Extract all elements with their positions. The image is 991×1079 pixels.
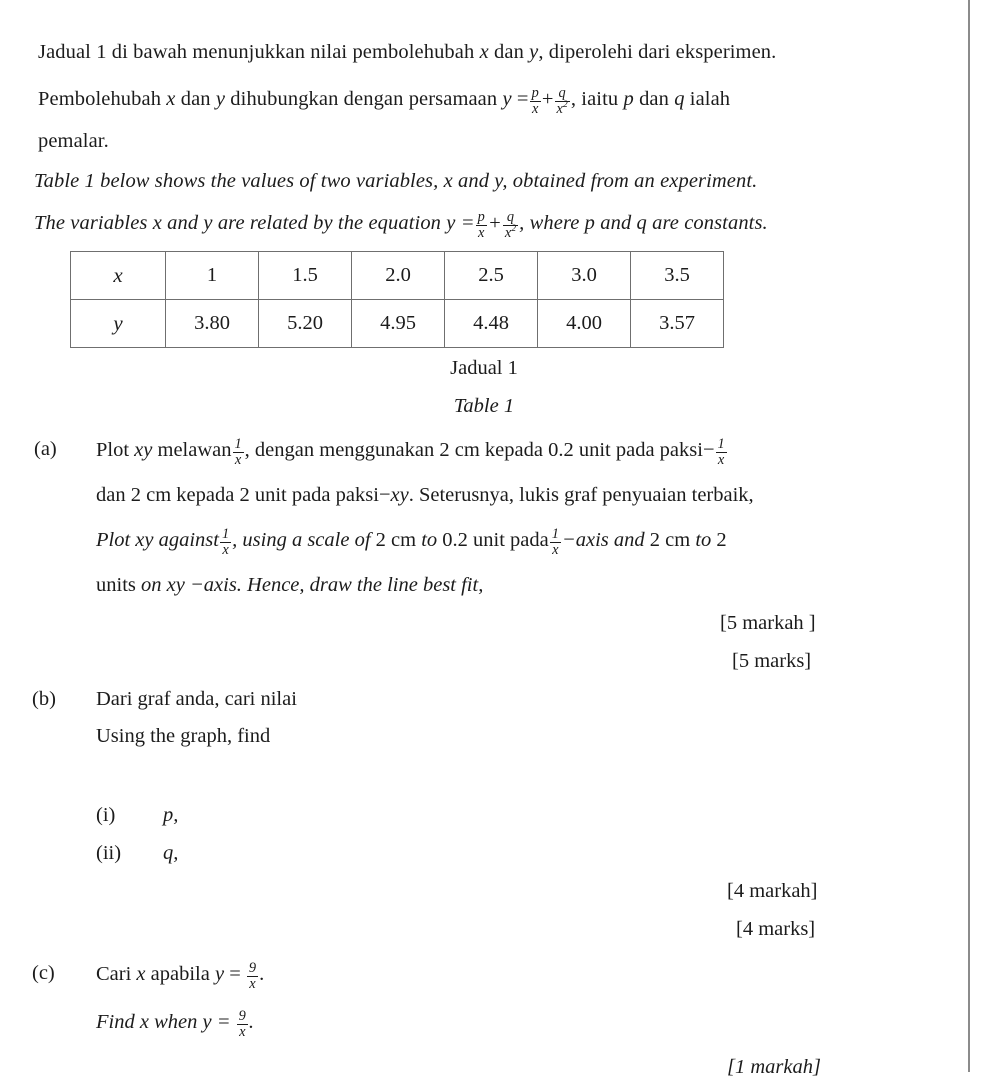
question-c-malay	[96, 959, 265, 992]
word-units: units	[96, 574, 136, 596]
table-caption-english: Table 1	[453, 395, 515, 417]
marks-c-malay: [1 markah]	[727, 1056, 821, 1078]
conjunction-dan: dan	[639, 88, 669, 111]
variable-y: y	[202, 1011, 212, 1034]
intro-english-line-2-text: The variables x and y are related by the equation	[34, 212, 442, 235]
fraction-numerator: q	[558, 84, 566, 101]
fraction-denominator: x	[220, 542, 231, 558]
fraction-one-over-x	[233, 437, 244, 467]
fraction-denominator: x	[233, 452, 244, 468]
question-a-english-line-1	[96, 525, 727, 558]
question-b-item-label-i: (i)	[96, 804, 116, 826]
table-cell: 5.20	[259, 300, 352, 348]
data-table	[70, 251, 724, 348]
marks-b-english: [4 marks]	[736, 918, 816, 940]
question-b-item-text-q: q,	[163, 842, 179, 864]
table-cell: 3.5	[631, 252, 724, 300]
plus-sign: +	[541, 88, 554, 111]
phrase-find-x-when: Find x when	[96, 1011, 198, 1034]
table-row-header-y: y	[71, 300, 166, 348]
fraction-denominator	[503, 225, 518, 241]
fraction-numerator: 1	[551, 525, 559, 542]
intro-english-line-1: Table 1 below shows the values of two variables, x and y, obtained from an experiment.	[34, 170, 758, 192]
fraction-numerator: 9	[238, 1007, 246, 1024]
marks-a-malay: [5 markah ]	[720, 612, 816, 634]
scale-value-2: 2	[716, 529, 727, 552]
minus-sign: −	[702, 439, 715, 462]
table-caption-malay: Jadual 1	[450, 357, 518, 379]
variable-q: q	[674, 88, 685, 111]
variable-p: p	[623, 88, 634, 111]
denominator-exponent: 2	[511, 223, 517, 234]
table-cell: 1	[166, 252, 259, 300]
equals-sign: =	[460, 212, 475, 235]
conjunction-dan: dan	[180, 88, 211, 111]
fraction-denominator: x	[550, 542, 561, 558]
fraction-numerator: 1	[221, 525, 230, 542]
variable-y: y	[529, 41, 539, 63]
fraction-numerator: q	[506, 208, 515, 225]
word-plot: Plot	[96, 439, 130, 462]
fraction-denominator: x	[237, 1024, 248, 1040]
fraction-numerator: 1	[717, 435, 725, 452]
intro-malay-line-2-text: Pembolehubah	[38, 88, 162, 111]
question-label-b: (b)	[32, 688, 56, 710]
question-a-malay-line-2-text: dan 2 cm kepada 2 unit pada paksi	[96, 484, 379, 506]
question-a-malay-line-1-tail: , dengan menggunakan 2 cm kepada 0.2 unit pada paksi	[244, 439, 703, 462]
fraction-nine-over-x	[237, 1009, 248, 1039]
fraction-denominator: x	[530, 101, 541, 117]
phrase-on-xy-axis-hence-draw-line-best-fit: on xy −axis. Hence, draw the line best fit,	[141, 574, 484, 596]
denominator-exponent: 2	[563, 99, 568, 110]
question-b-malay: Dari graf anda, cari nilai	[96, 688, 297, 710]
scale-value-2cm: 2 cm	[375, 529, 417, 552]
equation-lhs-y: y	[446, 212, 456, 235]
fraction-p-over-x	[476, 210, 487, 240]
fraction-numerator: p	[477, 208, 485, 225]
minus-sign: −	[378, 484, 391, 506]
table-row-header-x: x	[71, 252, 166, 300]
fraction-one-over-x	[550, 527, 561, 557]
denominator-base: x	[556, 100, 563, 117]
table-cell: 2.5	[445, 252, 538, 300]
page-edge-rule	[968, 0, 970, 1072]
intro-english-line-2	[34, 208, 768, 241]
question-label-c: (c)	[32, 962, 55, 984]
fraction-numerator: 1	[234, 435, 242, 452]
table-cell: 4.48	[445, 300, 538, 348]
question-a-english-line-2	[96, 574, 483, 597]
question-a-malay-line-1	[96, 435, 728, 468]
fraction-denominator: x	[247, 976, 258, 992]
conjunction-dan: dan	[494, 41, 524, 63]
question-b-english: Using the graph, find	[96, 725, 271, 747]
intro-malay-line-2	[38, 84, 731, 117]
fraction-denominator	[555, 101, 570, 117]
scale-value-2cm: 2 cm	[649, 529, 691, 552]
equals-sign: =	[516, 88, 529, 111]
table-cell: 3.57	[631, 300, 724, 348]
word-cari: Cari	[96, 963, 132, 986]
fraction-q-over-x-squared	[503, 210, 518, 240]
table-cell: 1.5	[259, 252, 352, 300]
table-cell: 2.0	[352, 252, 445, 300]
full-stop: .	[259, 963, 265, 986]
intro-english-line-2-tail: , where p and q are constants.	[519, 212, 768, 235]
fraction-one-over-x	[716, 437, 727, 467]
table-cell: 4.00	[538, 300, 631, 348]
fraction-one-over-x	[220, 527, 231, 557]
fraction-denominator: x	[476, 225, 487, 241]
equals-sign: =	[216, 1011, 231, 1034]
fraction-nine-over-x	[247, 961, 258, 991]
intro-malay-line-3: pemalar.	[38, 130, 109, 152]
marks-b-malay: [4 markah]	[727, 880, 818, 902]
word-melawan: melawan	[157, 439, 232, 462]
denominator-base: x	[504, 224, 512, 241]
fraction-numerator: 9	[248, 959, 257, 976]
question-c-english	[96, 1007, 254, 1040]
phrase-axis-and: −axis and	[561, 529, 645, 552]
question-b-item-label-ii: (ii)	[96, 842, 122, 864]
question-a-malay-line-2	[96, 484, 754, 507]
word-to: to	[421, 529, 438, 552]
fraction-p-over-x	[530, 86, 541, 116]
variable-y: y	[215, 88, 226, 111]
question-b-item-text-p: p,	[163, 804, 179, 826]
fraction-denominator: x	[716, 452, 727, 468]
scale-value-0-2-unit: 0.2 unit pada	[442, 529, 549, 552]
word-apabila: apabila	[150, 963, 210, 986]
table-row	[71, 252, 724, 300]
table-cell: 4.95	[352, 300, 445, 348]
variable-xy: xy	[390, 484, 409, 506]
equation-lhs-y: y	[502, 88, 512, 111]
intro-malay-line-2-mid: dihubungkan dengan persamaan	[230, 88, 498, 111]
variable-x: x	[166, 88, 176, 111]
intro-malay-line-1-tail: , diperolehi dari eksperimen.	[538, 41, 777, 63]
variable-x: x	[479, 41, 489, 63]
fraction-q-over-x-squared	[555, 86, 570, 116]
word-to: to	[695, 529, 712, 552]
word-ialah: ialah	[689, 88, 731, 111]
phrase-using-a-scale-of: , using a scale of	[232, 529, 371, 552]
table-cell: 3.0	[538, 252, 631, 300]
table-row	[71, 300, 724, 348]
question-label-a: (a)	[34, 438, 57, 460]
table-cell: 3.80	[166, 300, 259, 348]
phrase-plot-xy-against: Plot xy against	[96, 529, 219, 552]
intro-malay-line-2-tail: , iaitu	[570, 88, 619, 111]
fraction-numerator: p	[531, 84, 539, 101]
variable-xy: xy	[134, 439, 153, 462]
plus-sign: +	[487, 212, 502, 235]
equals-sign: =	[229, 963, 241, 986]
intro-malay-line-1-text: Jadual 1 di bawah menunjukkan nilai pembolehubah	[38, 41, 475, 63]
variable-y: y	[214, 963, 225, 986]
marks-a-english: [5 marks]	[732, 650, 812, 672]
variable-x: x	[136, 963, 146, 986]
full-stop: .	[248, 1011, 254, 1034]
question-a-malay-line-2-tail: . Seterusnya, lukis graf penyuaian terbaik,	[408, 484, 754, 506]
intro-malay-line-1	[38, 42, 776, 63]
